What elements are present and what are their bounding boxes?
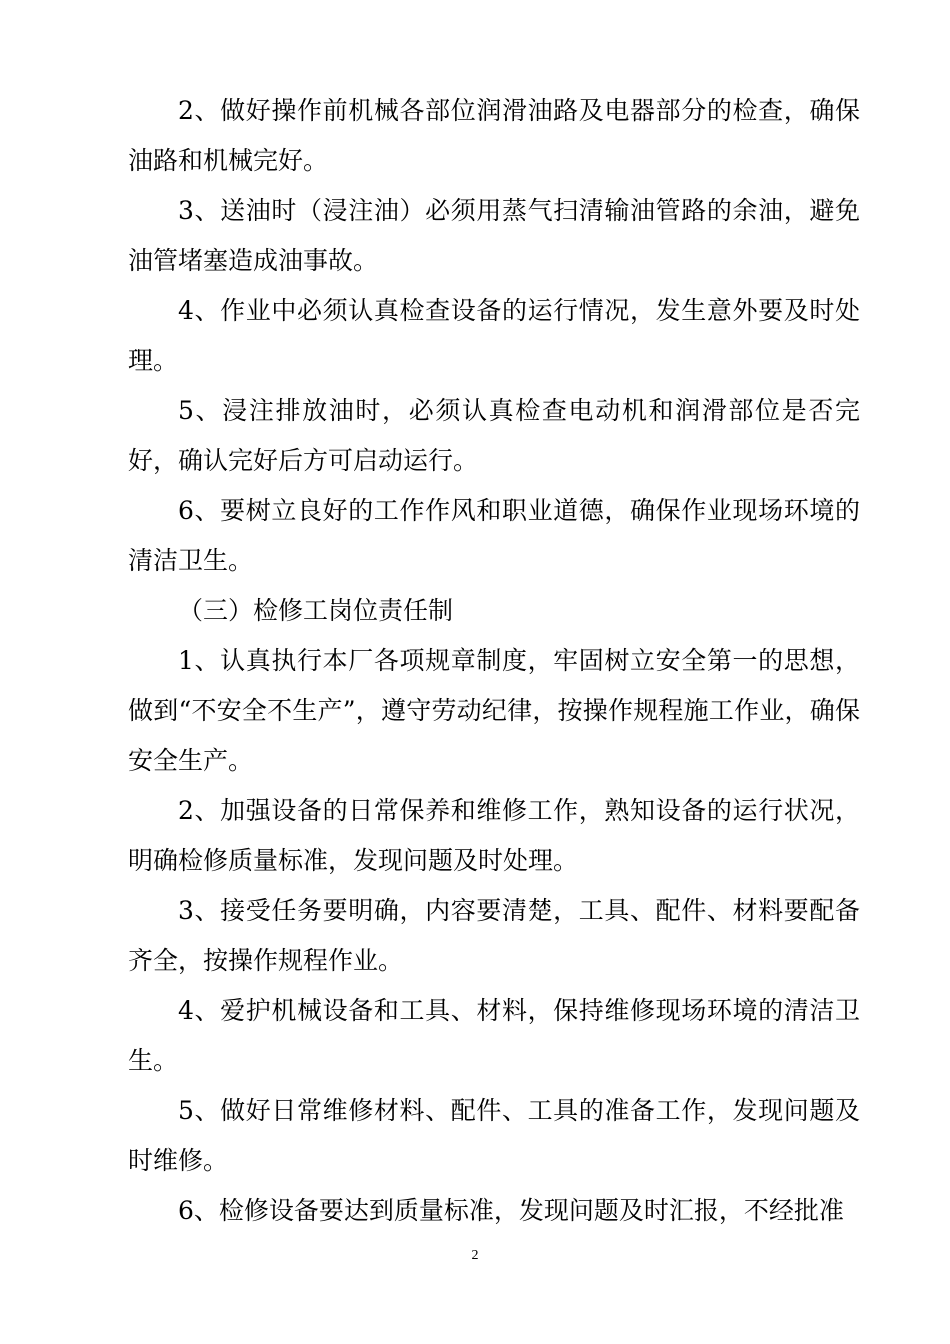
paragraph-item-4-care: 4、爱护机械设备和工具、材料，保持维修现场环境的清洁卫生。 — [128, 996, 860, 1075]
paragraph-item-6-quality: 6、检修设备要达到质量标准，发现问题及时汇报，不经批准 — [178, 1196, 844, 1225]
paragraph-item-1-regulations: 1、认真执行本厂各项规章制度，牢固树立安全第一的思想，做到“不安全不生产”，遵守劳动纪律，按操作规程施工作业，确保安全生产。 — [128, 646, 860, 775]
paragraph-item-4-operation-check: 4、作业中必须认真检查设备的运行情况，发生意外要及时处理。 — [128, 296, 860, 375]
paragraph-item-5-preparation: 5、做好日常维修材料、配件、工具的准备工作，发现问题及时维修。 — [128, 1096, 860, 1175]
paragraph-item-2-maintenance: 2、加强设备的日常保养和维修工作，熟知设备的运行状况，明确检修质量标准，发现问题及时处理。 — [128, 796, 860, 875]
paragraph-item-3-task: 3、接受任务要明确，内容要清楚，工具、配件、材料要配备齐全，按操作规程作业。 — [128, 896, 860, 975]
paragraph-item-2-oil-check: 2、做好操作前机械各部位润滑油路及电器部分的检查，确保油路和机械完好。 — [128, 96, 860, 175]
document-body — [128, 86, 860, 1236]
paragraph-item-6-work-style: 6、要树立良好的工作作风和职业道德，确保作业现场环境的清洁卫生。 — [128, 496, 860, 575]
paragraph-item-5-discharge: 5、浸注排放油时，必须认真检查电动机和润滑部位是否完好，确认完好后方可启动运行。 — [128, 396, 860, 475]
paragraph-item-3-oil-feed: 3、送油时（浸注油）必须用蒸气扫清输油管路的余油，避免油管堵塞造成油事故。 — [128, 196, 860, 275]
section-heading: （三）检修工岗位责任制 — [178, 596, 454, 625]
page-number: 2 — [471, 1248, 479, 1263]
